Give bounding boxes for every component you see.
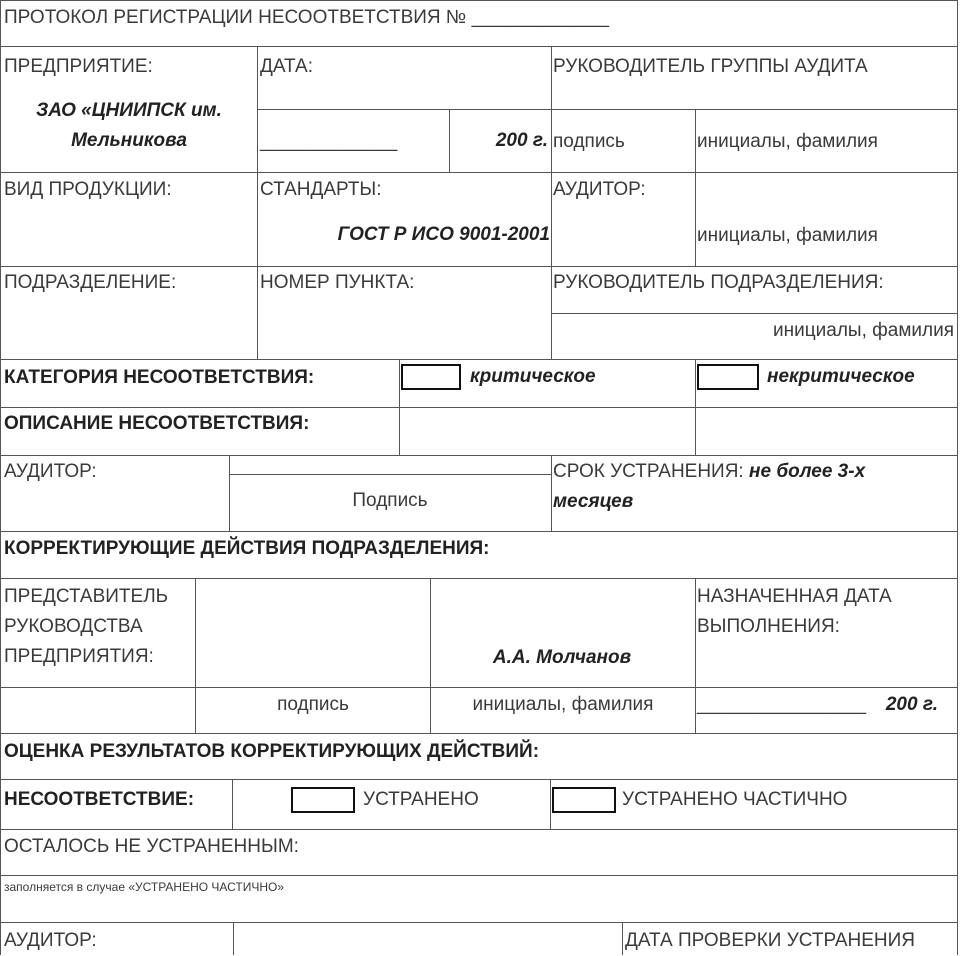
noncritical-option-label: некритическое [767,366,915,387]
description-label: ОПИСАНИЕ НЕСООТВЕТСТВИЯ: [4,413,310,434]
date-field[interactable]: _____________ [260,131,398,152]
assigned-date-label-line2: ВЫПОЛНЕНИЯ: [697,616,840,637]
deadline-value-line1: не более 3-х [749,461,866,482]
rule [0,0,958,1]
representative-signature-caption: подпись [277,694,349,715]
rule [0,578,958,579]
rule [552,313,958,314]
assigned-date-label-line1: НАЗНАЧЕННАЯ ДАТА [697,586,892,607]
enterprise-label: ПРЕДПРИЯТИЕ: [4,56,153,77]
protocol-number-field[interactable]: _____________ [471,7,609,28]
rule [0,0,1,955]
standards-label: СТАНДАРТЫ: [260,179,382,200]
rule [0,172,958,173]
rule [195,578,196,733]
audit-lead-initials-caption: инициалы, фамилия [697,131,878,152]
rule [0,455,958,456]
representative-label-line2: РУКОВОДСТВА [4,616,143,637]
representative-name: А.А. Молчанов [492,647,632,668]
rule [0,266,958,267]
representative-label-line3: ПРЕДПРИЯТИЯ: [4,646,154,667]
rule [0,407,958,408]
eliminated-checkbox[interactable] [291,787,355,813]
representative-initials-caption: инициалы, фамилия [472,694,654,715]
auditor-label: АУДИТОР: [553,179,646,200]
rule [229,474,552,475]
deadline-label: СРОК УСТРАНЕНИЯ: [553,461,744,482]
noncritical-checkbox[interactable] [697,364,759,390]
eliminated-option-label: УСТРАНЕНО [363,789,479,810]
rule [0,46,958,47]
rule [0,359,958,360]
critical-option-label: критическое [470,366,596,387]
rule [430,578,431,733]
rule [695,109,696,266]
footer-auditor-label: АУДИТОР: [4,930,97,951]
rule [551,46,552,359]
deadline-value-line2: месяцев [553,491,634,512]
check-date-label: ДАТА ПРОВЕРКИ УСТРАНЕНИЯ [625,930,916,951]
rule [232,779,233,829]
evaluation-title: ОЦЕНКА РЕЗУЛЬТАТОВ КОРРЕКТИРУЮЩИХ ДЕЙСТВИЙ: [4,741,540,762]
rule [551,455,552,531]
rule [233,922,234,955]
rule [0,922,958,923]
standard-value: ГОСТ Р ИСО 9001-2001 [337,224,550,245]
rule [399,359,400,455]
rule [0,829,958,830]
rule [0,733,958,734]
partially-eliminated-checkbox[interactable] [552,787,616,813]
rule [449,109,450,172]
rule [695,359,696,455]
corrective-actions-title: КОРРЕКТИРУЮЩИЕ ДЕЙСТВИЯ ПОДРАЗДЕЛЕНИЯ: [4,538,490,559]
product-label: ВИД ПРОДУКЦИИ: [4,179,172,200]
auditor-signature-caption: Подпись [352,490,428,511]
auditor-label-2: АУДИТОР: [4,461,97,482]
rule [622,922,623,955]
date-year: 200 г. [495,130,548,151]
rule [0,779,958,780]
protocol-title: ПРОТОКОЛ РЕГИСТРАЦИИ НЕСООТВЕТСТВИЯ № _____________ [4,7,609,28]
division-head-label: РУКОВОДИТЕЛЬ ПОДРАЗДЕЛЕНИЯ: [553,272,884,293]
assigned-date-field[interactable]: ________________ [697,694,867,715]
rule [695,578,696,733]
rule [0,531,958,532]
date-label: ДАТА: [260,56,313,77]
rule [0,687,958,688]
remaining-label: ОСТАЛОСЬ НЕ УСТРАНЕННЫМ: [4,836,299,857]
rule [550,779,551,829]
item-number-label: НОМЕР ПУНКТА: [260,272,415,293]
enterprise-value-line2: Мельникова [71,130,187,151]
partial-note: заполняется в случае «УСТРАНЕНО ЧАСТИЧНО» [4,880,285,894]
deadline [553,457,865,487]
division-label: ПОДРАЗДЕЛЕНИЕ: [4,272,177,293]
enterprise-value-line1: ЗАО «ЦНИИПСК им. [36,100,222,121]
critical-checkbox[interactable] [401,364,461,390]
nonconformity-label: НЕСООТВЕТСТВИЕ: [4,789,195,810]
category-label: КАТЕГОРИЯ НЕСООТВЕТСТВИЯ: [4,367,315,388]
rule [229,455,230,531]
representative-label-line1: ПРЕДСТАВИТЕЛЬ [4,586,169,607]
auditor-initials-caption: инициалы, фамилия [697,225,878,246]
rule [257,46,258,359]
rule [258,109,958,110]
division-head-initials-caption: инициалы, фамилия [773,320,954,341]
audit-lead-label: РУКОВОДИТЕЛЬ ГРУППЫ АУДИТА [553,56,868,77]
rule [957,0,958,955]
assigned-date-year: 200 г. [885,694,938,715]
partially-eliminated-option-label: УСТРАНЕНО ЧАСТИЧНО [622,789,848,810]
rule [0,875,958,876]
audit-lead-signature-caption: подпись [553,131,625,152]
